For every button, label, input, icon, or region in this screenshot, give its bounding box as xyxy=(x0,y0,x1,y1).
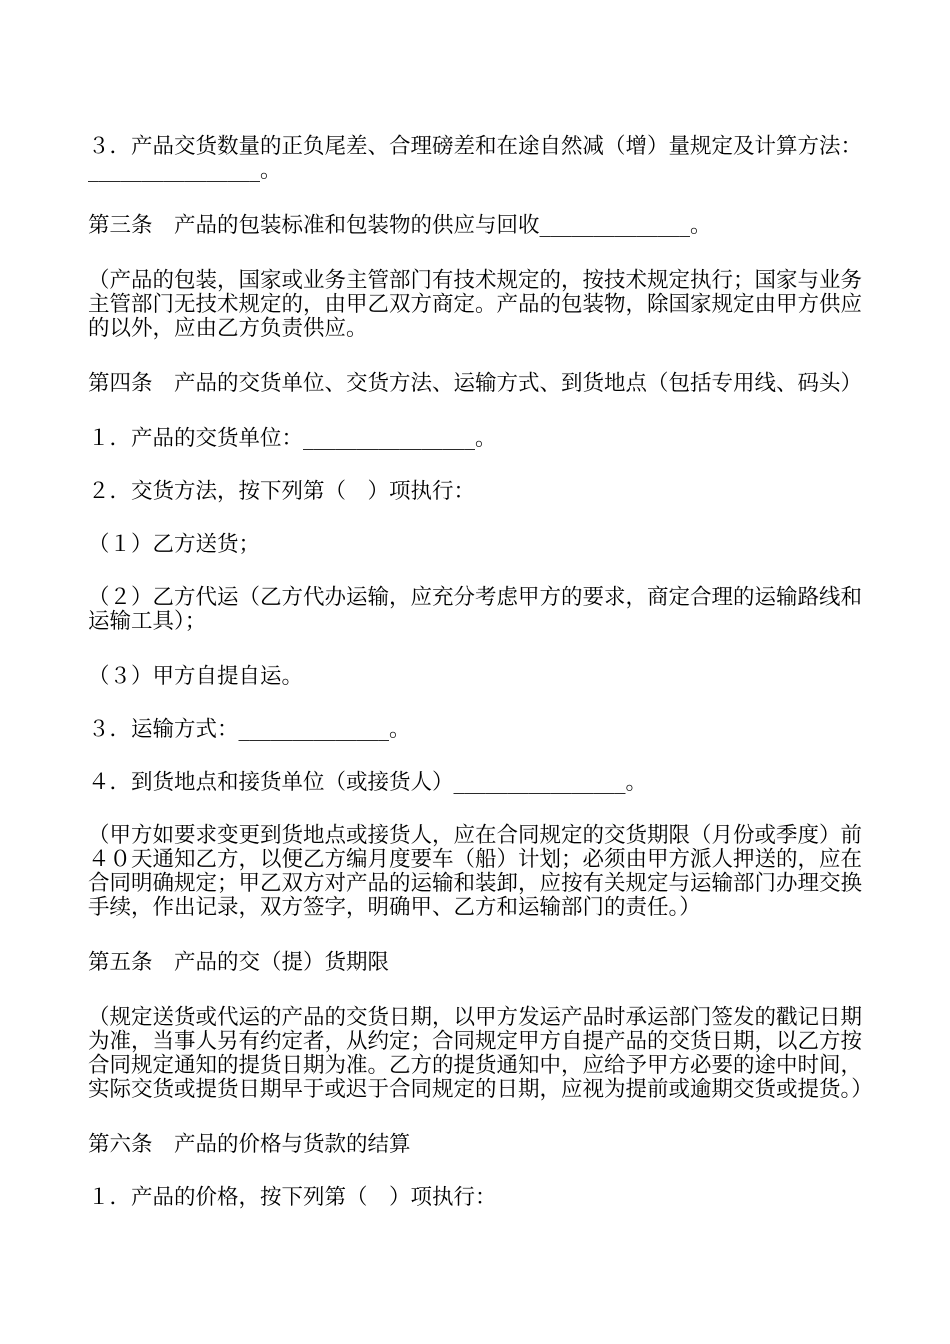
article-5-note: （规定送货或代运的产品的交货日期，以甲方发运产品时承运部门签发的戳记日期为准，当事人另有约定者，从约定；合同规定甲方自提产品的交货日期，以乙方按合同规定通知的提货日期为准。乙方的提货通知中，应给予甲方必要的途中时间，实际交货或提货日期早于或迟于合同规定的日期，应视为提前或逾期交货或提货。） xyxy=(88,1005,873,1102)
article-5-heading: 第五条 产品的交（提）货期限 xyxy=(88,950,390,975)
delivery-option-2: （２）乙方代运（乙方代办运输，应充分考虑甲方的要求，商定合理的运输路线和运输工具）； xyxy=(88,585,863,634)
article-4-item-2: ２．交货方法，按下列第（ ）项执行： xyxy=(88,479,476,504)
delivery-option-1: （１）乙方送货； xyxy=(88,532,261,557)
article-4-item-1: １．产品的交货单位：________________。 xyxy=(88,426,497,451)
article-4-heading: 第四条 产品的交货单位、交货方法、运输方式、到货地点（包括专用线、码头） xyxy=(88,371,863,396)
delivery-option-3: （３）甲方自提自运。 xyxy=(88,664,304,689)
article-4-note: （甲方如要求变更到货地点或接货人，应在合同规定的交货期限（月份或季度）前４０天通知乙方，以便乙方编月度要车（船）计划；必须由甲方派人押送的，应在合同明确规定；甲乙双方对产品的运输和装卸，应按有关规定与运输部门办理交换手续，作出记录，双方签字，明确甲、乙方和运输部门的责任。） xyxy=(88,823,863,920)
article-3-heading: 第三条 产品的包装标准和包装物的供应与回收______________。 xyxy=(88,213,712,238)
article-6-heading: 第六条 产品的价格与货款的结算 xyxy=(88,1132,411,1157)
article-4-item-4: ４．到货地点和接货单位（或接货人）________________。 xyxy=(88,770,648,795)
article-3-note: （产品的包装，国家或业务主管部门有技术规定的，按技术规定执行；国家与业务主管部门无技术规定的，由甲乙双方商定。产品的包装物，除国家规定由甲方供应的以外，应由乙方负责供应。 xyxy=(88,268,863,341)
article-6-item-1: １．产品的价格，按下列第（ ）项执行： xyxy=(88,1185,497,1210)
clause-3-quantity-tolerance: ３．产品交货数量的正负尾差、合理磅差和在途自然减（增）量规定及计算方法：________________。 xyxy=(88,134,863,183)
article-4-item-3: ３．运输方式：______________。 xyxy=(88,717,411,742)
